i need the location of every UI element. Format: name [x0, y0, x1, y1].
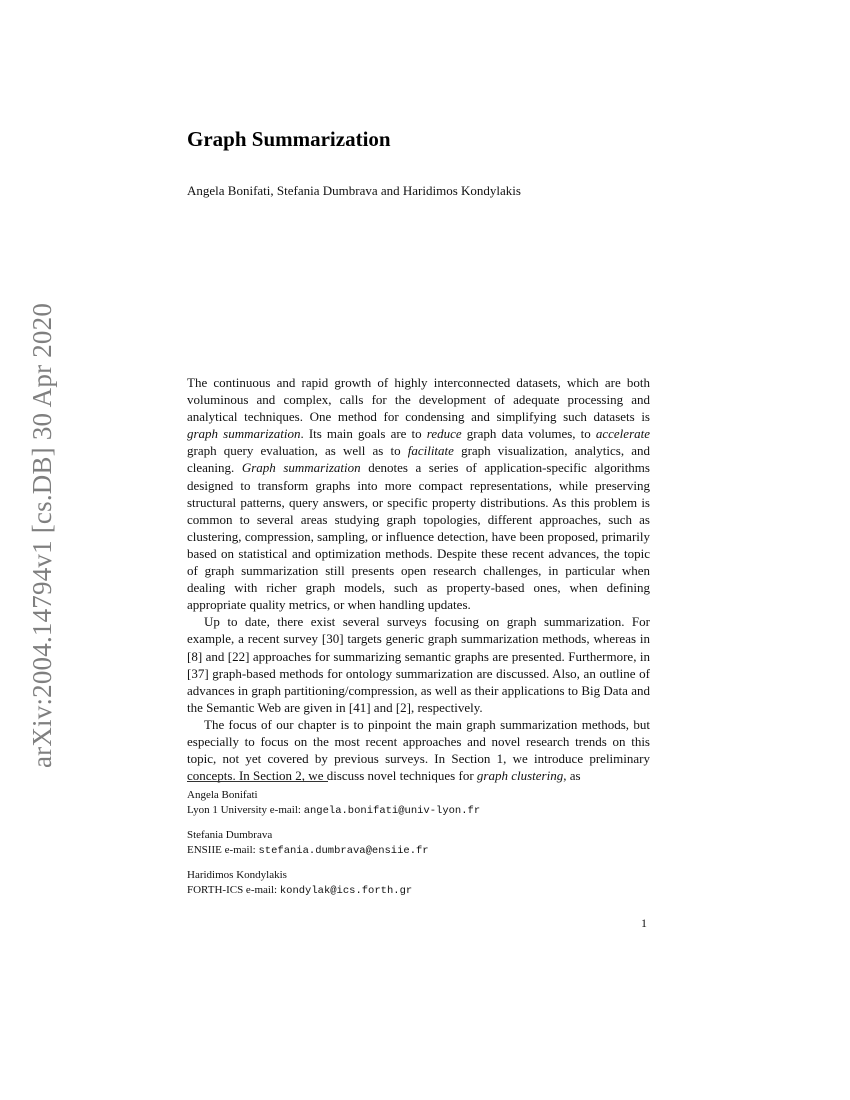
author-affiliations: [187, 788, 650, 908]
affiliation-contact: [187, 803, 650, 819]
affiliation-org: ENSIIE e-mail:: [187, 844, 256, 856]
text-run: denotes a series of application-specific algorithms designed to transform graphs into more compact representations, while preserving structural patterns, query answers, or specific property distributions. As this problem is common to several areas studying graph topologies, different approaches, such as clustering, compression, sampling, or influence detection, have been proposed, primarily based on statistical and optimization methods. Despite these recent advances, the topic of graph summarization still presents open research challenges, in particular when dealing with richer graph models, such as property-based ones, when defining appropriate quality metrics, or when handling updates.: [187, 460, 650, 613]
abstract: [187, 374, 650, 784]
affiliation-block: [187, 828, 650, 859]
affiliation-name: Angela Bonifati: [187, 789, 258, 801]
text-run: graph query evaluation, as well as to: [187, 443, 408, 459]
affiliation-org: FORTH-ICS e-mail:: [187, 884, 278, 896]
emphasis: facilitate: [407, 443, 454, 459]
email-link[interactable]: angela.bonifati@univ-lyon.fr: [303, 805, 481, 817]
affiliation-name: Stefania Dumbrava: [187, 829, 273, 841]
affiliation-block: [187, 868, 650, 899]
emphasis: graph clustering: [476, 768, 564, 784]
affiliation-org: Lyon 1 University e-mail:: [187, 804, 301, 816]
text-run: graph visualization, analytics, and cleaning.: [187, 443, 650, 476]
abstract-paragraph-2: Up to date, there exist several surveys focusing on graph summarization. For example, a recent survey [30] targets generic graph summarization methods, whereas in [8] and [22] approaches for summarizing semantic graphs are presented. Furthermore, in [37] graph-based methods for ontology summarization are discussed. Also, an outline of advances in graph partitioning/compression, as well as their applications to Big Data and the Semantic Web are given in [41] and [2], respectively.: [187, 614, 650, 715]
emphasis: Graph summarization: [241, 460, 361, 476]
text-run: The focus of our chapter is to pinpoint the main graph summarization methods, but especially to focus on the most recent approaches and novel research trends on this topic, not yet covered by previous surveys. In Section 1, we introduce preliminary concepts. In Section 2, we discuss novel techniques for: [187, 716, 650, 784]
arxiv-identifier: arXiv:2004.14794v1 [cs.DB] 30 Apr 2020: [27, 302, 58, 768]
affiliation-block: [187, 788, 650, 819]
arxiv-stamp: [17, 292, 69, 778]
email-link[interactable]: stefania.dumbrava@ensiie.fr: [258, 845, 429, 857]
text-run: The continuous and rapid growth of highly interconnected datasets, which are both voluminous and complex, calls for the development of adequate processing and analytical techniques. One method for condensing and simplifying such datasets is: [187, 375, 650, 425]
affiliation-contact: [187, 843, 650, 859]
paper-title: Graph Summarization: [187, 127, 391, 151]
affiliation-contact: [187, 883, 650, 899]
emphasis: graph summarization: [187, 426, 301, 442]
abstract-paragraph-3: [187, 716, 650, 784]
abstract-paragraph-1: [187, 374, 650, 613]
text-run: , as: [563, 768, 581, 784]
text-run: graph data volumes, to: [461, 426, 596, 442]
page-number: 1: [641, 916, 647, 930]
emphasis: accelerate: [595, 426, 651, 442]
email-link[interactable]: kondylak@ics.forth.gr: [279, 885, 413, 897]
author-list: Angela Bonifati, Stefania Dumbrava and Haridimos Kondylakis: [187, 183, 521, 198]
footnote-divider: [187, 781, 328, 782]
emphasis: reduce: [426, 426, 462, 442]
text-run: . Its main goals are to: [300, 426, 427, 442]
affiliation-name: Haridimos Kondylakis: [187, 869, 287, 881]
